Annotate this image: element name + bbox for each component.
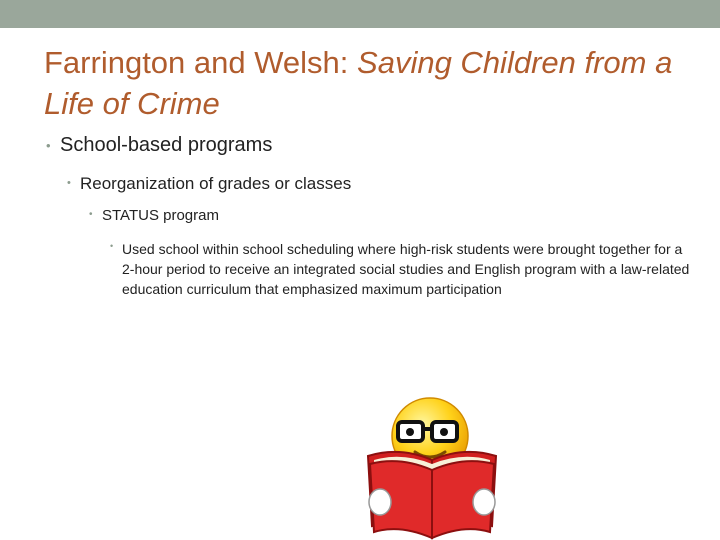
- bullet-level4: Used school within school scheduling where high-risk students were brought together for a 2-hour period to receive an integrated social studies and English program with a law-related education curriculum that emphasized maximum participation: [122, 241, 690, 297]
- bullet-level3: STATUS program: [102, 207, 219, 224]
- bullet-dot: •: [89, 209, 93, 220]
- bullet-level1: School-based programs: [60, 134, 273, 156]
- bullet-dot: •: [110, 241, 114, 251]
- bullet-dot: •: [46, 138, 51, 153]
- bullet-dot: •: [67, 177, 71, 189]
- bullet-level2: Reorganization of grades or classes: [80, 174, 352, 193]
- top-accent-bar: [0, 0, 720, 28]
- title-plain: Farrington and Welsh:: [44, 45, 358, 80]
- slide-title: [44, 42, 684, 124]
- title-italic: Saving Children from a Life of Crime: [44, 45, 673, 121]
- reading-smiley-icon: [360, 390, 510, 540]
